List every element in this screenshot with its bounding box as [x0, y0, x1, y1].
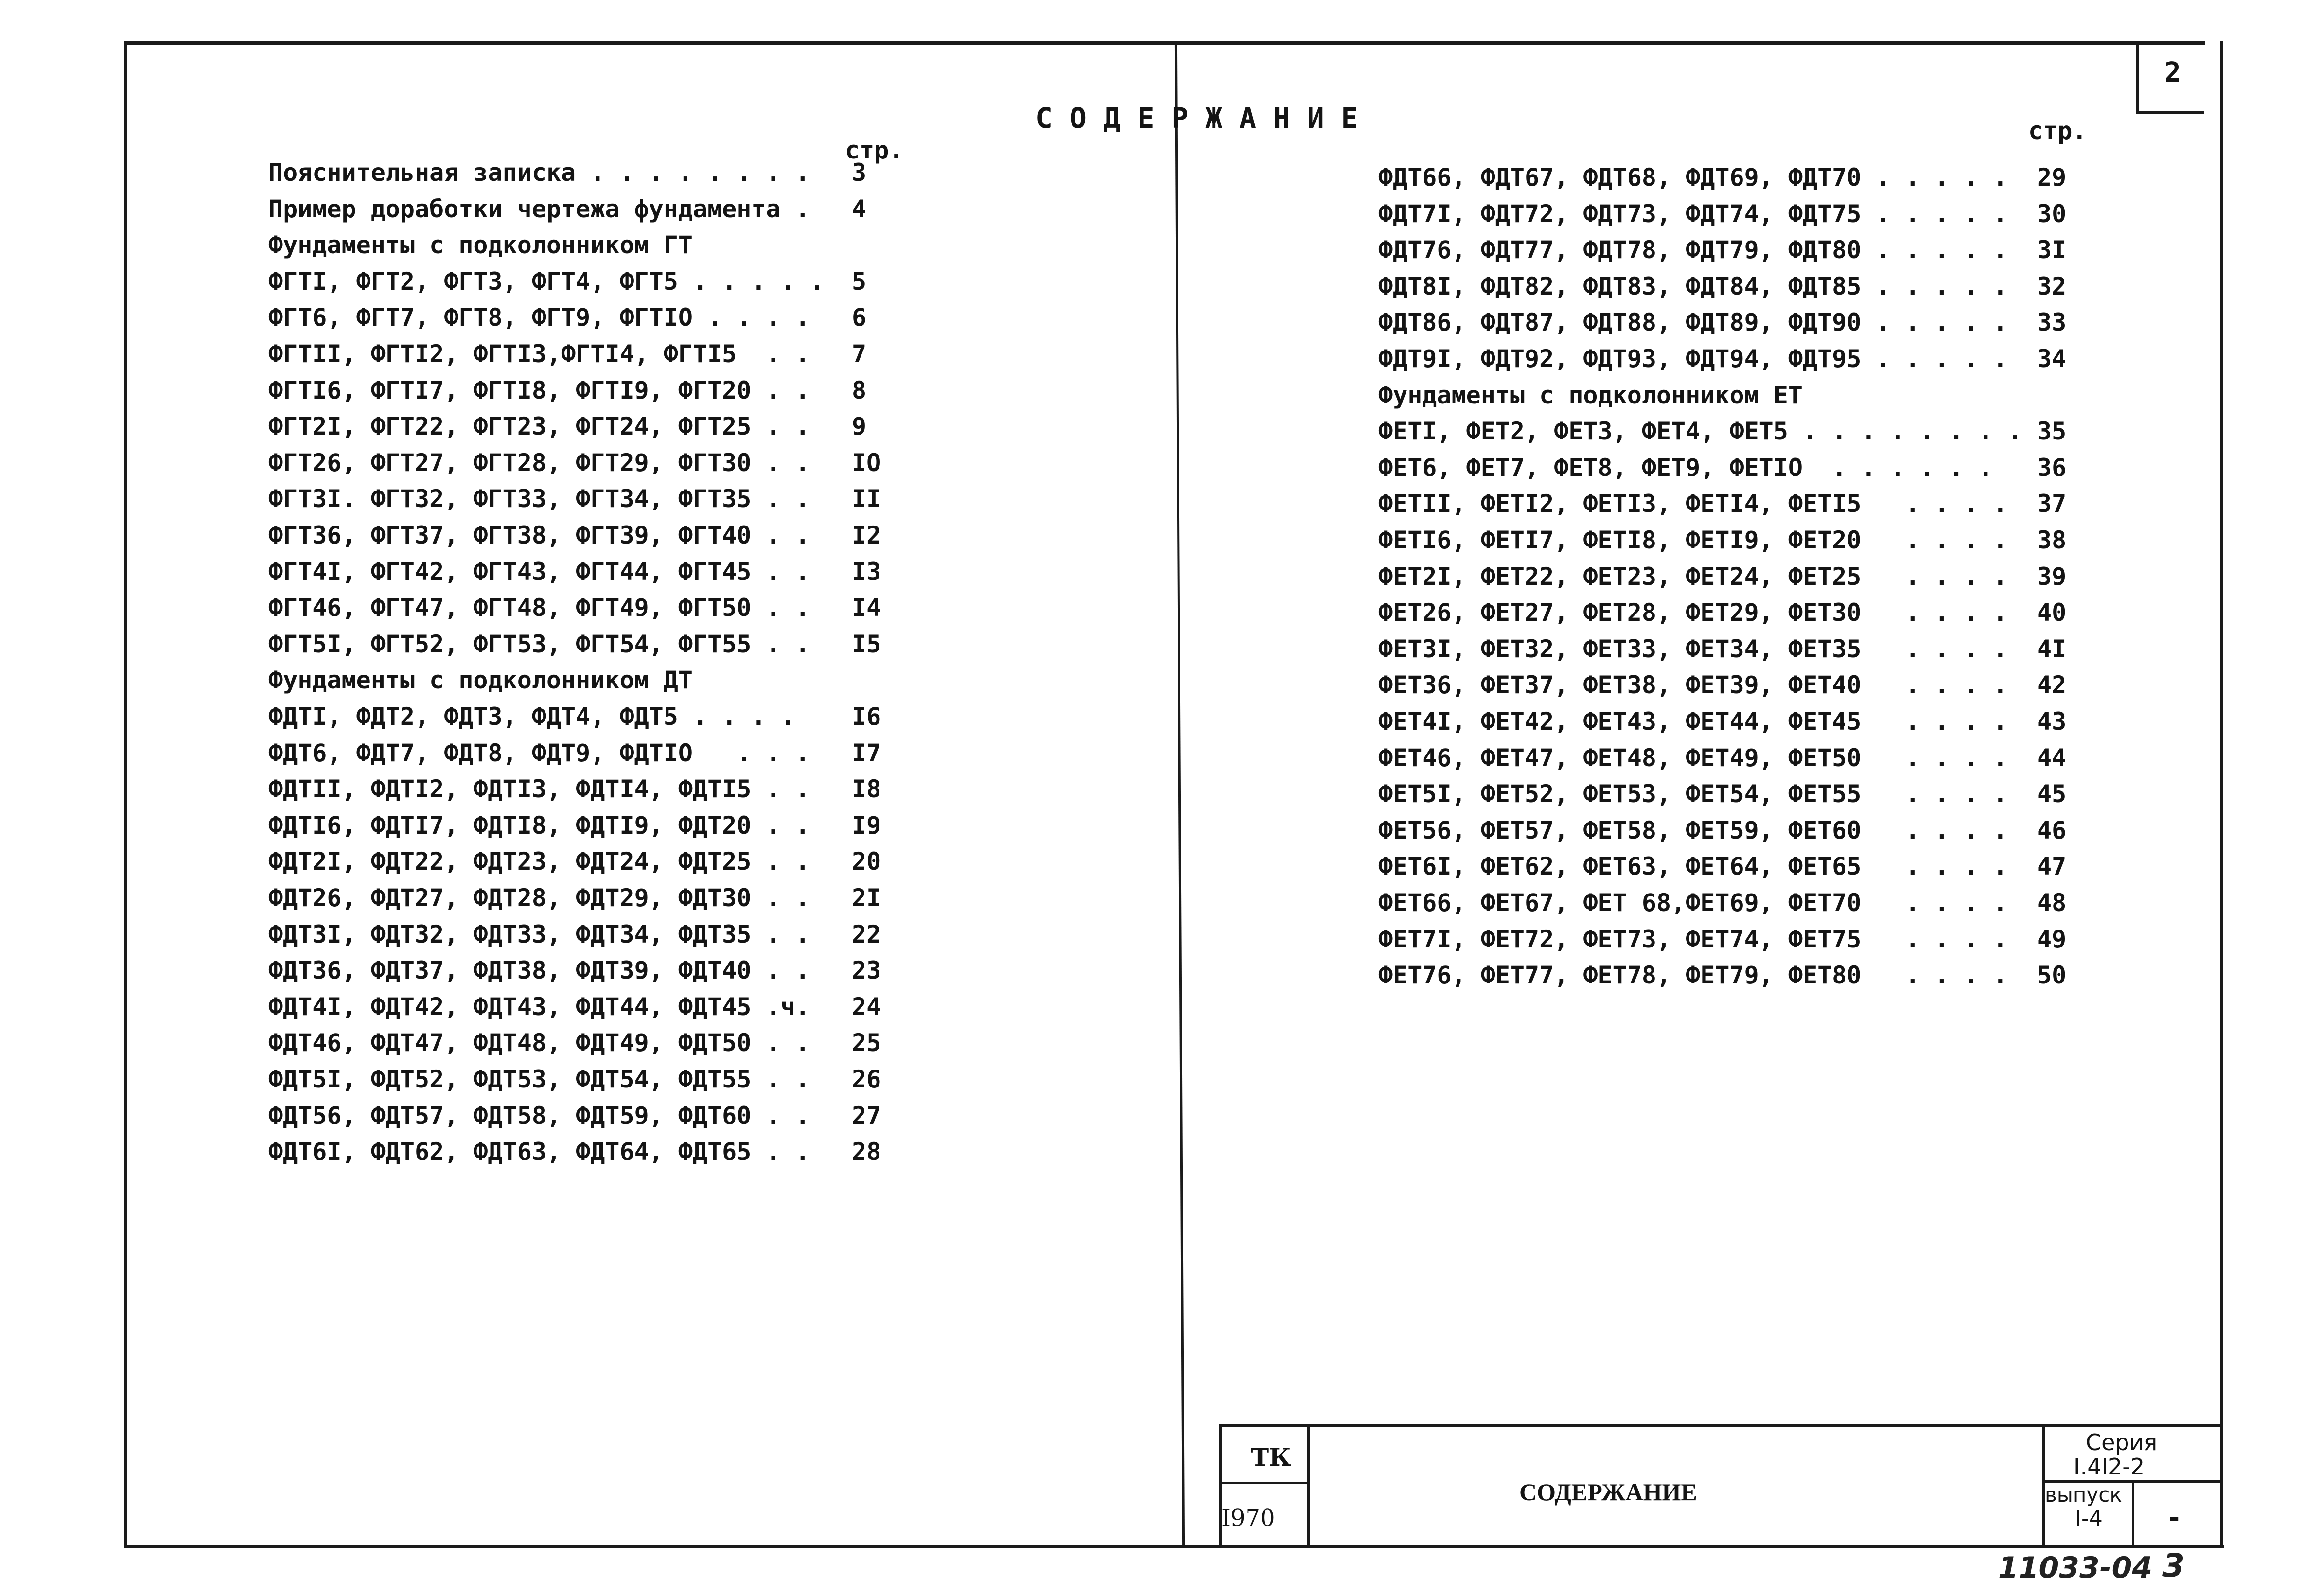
frame-right	[2220, 41, 2223, 1548]
stamp-series-value: I.4I2-2	[2074, 1454, 2145, 1480]
toc-entry-page: I4	[852, 594, 881, 622]
toc-entry-page: 45	[2037, 780, 2067, 808]
toc-entry-label: ФДТ66, ФДТ67, ФДТ68, ФДТ69, ФДТ70 . . . . .	[1378, 163, 2008, 192]
toc-entry-label: ФДТ6I, ФДТ62, ФДТ63, ФДТ64, ФДТ65 . .	[268, 1138, 810, 1166]
footer-page-number: 3	[2162, 1547, 2185, 1584]
toc-entry-label: ФГТ5I, ФГТ52, ФГТ53, ФГТ54, ФГТ55 . .	[268, 630, 810, 658]
toc-entry-label: ФДТ4I, ФДТ42, ФДТ43, ФДТ44, ФДТ45 .ч.	[268, 992, 810, 1021]
toc-entry-label: ФЕТ66, ФЕТ67, ФЕТ 68,ФЕТ69, ФЕТ70 . . . .	[1378, 889, 2008, 917]
toc-entry-label: ФДТI6, ФДТI7, ФДТI8, ФДТI9, ФДТ20 . .	[268, 811, 810, 840]
toc-entry-page: 49	[2037, 925, 2067, 953]
toc-entry-page: I7	[852, 738, 881, 767]
toc-entry-page: 7	[852, 340, 867, 368]
toc-entry-page: 25	[852, 1029, 881, 1057]
toc-entry-label: ФДТ9I, ФДТ92, ФДТ93, ФДТ94, ФДТ95 . . . . .	[1378, 345, 2008, 373]
toc-entry-page: 30	[2037, 199, 2067, 228]
toc-entry-label: ФЕТ26, ФЕТ27, ФЕТ28, ФЕТ29, ФЕТ30 . . . .	[1378, 598, 2008, 627]
toc-entry-label: ФДТ86, ФДТ87, ФДТ88, ФДТ89, ФДТ90 . . . . .	[1378, 308, 2008, 337]
sheet-box-bottom	[2136, 111, 2204, 114]
toc-entry-page: 48	[2037, 889, 2067, 917]
toc-entry-page: 4I	[2037, 634, 2067, 663]
toc-entry-label: ФЕТ76, ФЕТ77, ФЕТ78, ФЕТ79, ФЕТ80 . . . .	[1378, 961, 2008, 990]
toc-entry-page: 46	[2037, 816, 2067, 844]
toc-entry-page: 47	[2037, 852, 2067, 881]
toc-entry-label: ФДТ5I, ФДТ52, ФДТ53, ФДТ54, ФДТ55 . .	[268, 1065, 810, 1093]
doc-code: 11033-04	[1998, 1551, 2153, 1585]
toc-entry-label: ФЕТ3I, ФЕТ32, ФЕТ33, ФЕТ34, ФЕТ35 . . . .	[1378, 634, 2008, 663]
stamp-issue-label: выпуск	[2045, 1483, 2122, 1507]
toc-entry-page: 39	[2037, 562, 2067, 591]
toc-entry-label: ФГТ26, ФГТ27, ФГТ28, ФГТ29, ФГТ30 . .	[268, 448, 810, 477]
toc-entry-page: 40	[2037, 598, 2067, 627]
toc-entry-label: ФДТ46, ФДТ47, ФДТ48, ФДТ49, ФДТ50 . .	[268, 1029, 810, 1057]
toc-entry-label: ФЕТ4I, ФЕТ42, ФЕТ43, ФЕТ44, ФЕТ45 . . . .	[1378, 707, 2008, 736]
sheet-number: 2	[2164, 57, 2181, 88]
toc-entry-label: ФЕТ5I, ФЕТ52, ФЕТ53, ФЕТ54, ФЕТ55 . . . .	[1378, 780, 2008, 808]
contents-right-column	[1378, 165, 2108, 1001]
toc-entry-label: ФЕТ7I, ФЕТ72, ФЕТ73, ФЕТ74, ФЕТ75 . . . .	[1378, 925, 2008, 953]
toc-entry-page: 28	[852, 1138, 881, 1166]
toc-entry-page: I8	[852, 775, 881, 804]
toc-entry-page: 44	[2037, 743, 2067, 772]
toc-entry-label: ФДТ36, ФДТ37, ФДТ38, ФДТ39, ФДТ40 . .	[268, 956, 810, 985]
toc-entry-label: ФЕТII, ФЕТI2, ФЕТI3, ФЕТI4, ФЕТI5 . . . .	[1378, 490, 2008, 518]
toc-entry-label: ФДТ7I, ФДТ72, ФДТ73, ФДТ74, ФДТ75 . . . . .	[1378, 199, 2008, 228]
page-title: С О Д Е Р Ж А Н И Е	[1036, 102, 1358, 135]
toc-entry-label: Фундаменты с подколонником ГТ	[268, 231, 693, 260]
toc-entry-page: 33	[2037, 308, 2067, 337]
page-column-header-left: стр.	[845, 136, 904, 164]
toc-entry-page: 43	[2037, 707, 2067, 736]
toc-entry-label: ФЕТ6I, ФЕТ62, ФЕТ63, ФЕТ64, ФЕТ65 . . . .	[1378, 852, 2008, 881]
toc-entry-page: 50	[2037, 961, 2067, 990]
stamp-top	[1219, 1424, 2222, 1427]
toc-entry-page: 38	[2037, 526, 2067, 554]
toc-entry-page: 26	[852, 1065, 881, 1093]
toc-entry-label: ФГТII, ФГТI2, ФГТI3,ФГТI4, ФГТI5 . .	[268, 340, 810, 368]
center-fold-line	[1175, 41, 1185, 1548]
toc-entry-page: 3	[852, 158, 867, 187]
stamp-year: I970	[1221, 1505, 1275, 1532]
toc-entry-label: ФДТII, ФДТI2, ФДТI3, ФДТI4, ФДТI5 . .	[268, 775, 810, 804]
toc-entry-page: 9	[852, 412, 867, 441]
frame-bottom	[124, 1545, 2224, 1548]
toc-entry-label: ФДТ3I, ФДТ32, ФДТ33, ФДТ34, ФДТ35 . .	[268, 920, 810, 948]
page-column-header-right: стр.	[2028, 117, 2087, 145]
toc-entry-page: 23	[852, 956, 881, 985]
toc-entry-page: 5	[852, 267, 867, 296]
toc-entry-label: ФЕТ6, ФЕТ7, ФЕТ8, ФЕТ9, ФЕТIO . . . . . .	[1378, 453, 1993, 482]
toc-entry-label: ФЕТ46, ФЕТ47, ФЕТ48, ФЕТ49, ФЕТ50 . . . .	[1378, 743, 2008, 772]
toc-entry-label: ФЕТ2I, ФЕТ22, ФЕТ23, ФЕТ24, ФЕТ25 . . . .	[1378, 562, 2008, 591]
toc-entry-label: ФЕТI, ФЕТ2, ФЕТ3, ФЕТ4, ФЕТ5 . . . . . . . .	[1378, 417, 2022, 446]
toc-entry-page: II	[852, 485, 881, 513]
toc-entry-label: ФГТ46, ФГТ47, ФГТ48, ФГТ49, ФГТ50 . .	[268, 594, 810, 622]
toc-entry-label: ФЕТI6, ФЕТI7, ФЕТI8, ФЕТI9, ФЕТ20 . . . .	[1378, 526, 2008, 554]
toc-entry-label: Пояснительная записка . . . . . . . .	[268, 158, 810, 187]
toc-entry-page: 37	[2037, 490, 2067, 518]
toc-entry-label: ФДТ8I, ФДТ82, ФДТ83, ФДТ84, ФДТ85 . . . . .	[1378, 272, 2008, 300]
toc-entry-label: ФДТI, ФДТ2, ФДТ3, ФДТ4, ФДТ5 . . . .	[268, 702, 795, 731]
toc-entry-page: 22	[852, 920, 881, 948]
toc-entry-page: 8	[852, 376, 867, 404]
toc-entry-label: ФДТ2I, ФДТ22, ФДТ23, ФДТ24, ФДТ25 . .	[268, 847, 810, 876]
toc-entry-label: ФДТ76, ФДТ77, ФДТ78, ФДТ79, ФДТ80 . . . . .	[1378, 236, 2008, 264]
toc-entry-label: ФГТ2I, ФГТ22, ФГТ23, ФГТ24, ФГТ25 . .	[268, 412, 810, 441]
stamp-issue-value: I-4	[2075, 1506, 2103, 1531]
toc-entry-page: 35	[2037, 417, 2067, 446]
toc-entry-label: ФГТ36, ФГТ37, ФГТ38, ФГТ39, ФГТ40 . .	[268, 521, 810, 549]
stamp-divider-1	[1307, 1424, 1310, 1547]
toc-entry-label: ФГТ3I. ФГТ32, ФГТ33, ФГТ34, ФГТ35 . .	[268, 485, 810, 513]
stamp-series-label: Серия	[2086, 1429, 2158, 1456]
toc-entry-page: 2I	[852, 884, 881, 912]
contents-left-column	[268, 160, 949, 1191]
toc-entry-page: 34	[2037, 345, 2067, 373]
toc-entry-label: ФГТ4I, ФГТ42, ФГТ43, ФГТ44, ФГТ45 . .	[268, 557, 810, 586]
toc-entry-label: ФДТ26, ФДТ27, ФДТ28, ФДТ29, ФДТ30 . .	[268, 884, 810, 912]
toc-entry-page: 36	[2037, 453, 2067, 482]
toc-entry-label: Пример доработки чертежа фундамента .	[268, 194, 810, 223]
toc-entry-page: 32	[2037, 272, 2067, 300]
toc-entry-label: ФДТ56, ФДТ57, ФДТ58, ФДТ59, ФДТ60 . .	[268, 1101, 810, 1130]
toc-entry-page: 29	[2037, 163, 2067, 192]
toc-entry-label: Фундаменты с подколонником ДТ	[268, 666, 693, 695]
toc-entry-page: 42	[2037, 671, 2067, 700]
stamp-org: ТК	[1251, 1443, 1291, 1472]
toc-entry-page: 27	[852, 1101, 881, 1130]
toc-entry-page: I2	[852, 521, 881, 549]
toc-entry-page: I3	[852, 557, 881, 586]
sheet-box-left	[2136, 41, 2139, 114]
toc-entry-page: 24	[852, 992, 881, 1021]
stamp-dash: -	[2168, 1502, 2180, 1534]
toc-entry-label: ФГТI, ФГТ2, ФГТ3, ФГТ4, ФГТ5 . . . . .	[268, 267, 825, 296]
toc-entry-page: 4	[852, 194, 867, 223]
toc-entry-page: I6	[852, 702, 881, 731]
frame-left	[124, 41, 127, 1548]
toc-entry-label: ФГТ6, ФГТ7, ФГТ8, ФГТ9, ФГТIO . . . .	[268, 303, 810, 332]
toc-entry-label: ФДТ6, ФДТ7, ФДТ8, ФДТ9, ФДТIO . . .	[268, 738, 810, 767]
stamp-title: СОДЕРЖАНИЕ	[1519, 1478, 1697, 1506]
toc-entry-page: I9	[852, 811, 881, 840]
toc-entry-page: 20	[852, 847, 881, 876]
stamp-hline-left	[1219, 1482, 1309, 1484]
toc-entry-label: ФЕТ36, ФЕТ37, ФЕТ38, ФЕТ39, ФЕТ40 . . . .	[1378, 671, 2008, 700]
toc-entry-label: ФЕТ56, ФЕТ57, ФЕТ58, ФЕТ59, ФЕТ60 . . . .	[1378, 816, 2008, 844]
toc-entry-page: IO	[852, 448, 881, 477]
toc-entry-page: 3I	[2037, 236, 2067, 264]
toc-entry-page: 6	[852, 303, 867, 332]
toc-entry-label: ФГТI6, ФГТI7, ФГТI8, ФГТI9, ФГТ20 . .	[268, 376, 810, 404]
toc-entry-page: I5	[852, 630, 881, 658]
frame-top	[124, 41, 2205, 45]
toc-entry-label: Фундаменты с подколонником ЕТ	[1378, 381, 1803, 409]
stamp-divider-3	[2132, 1480, 2134, 1547]
